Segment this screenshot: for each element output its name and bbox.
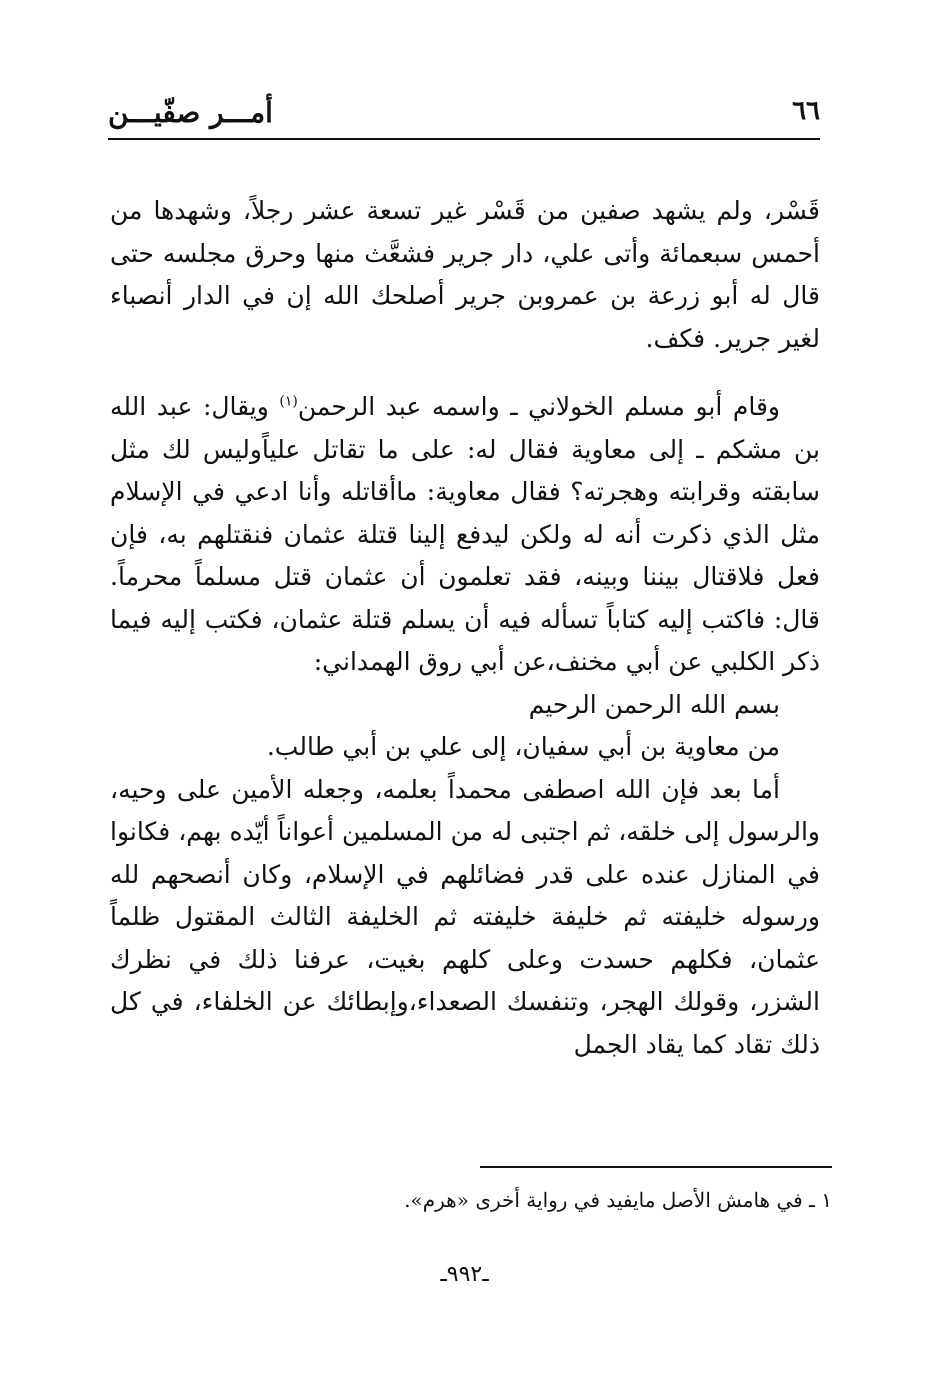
paragraph-2-rest: ويقال: عبد الله بن مشكم ـ إلى معاوية فقال له: على ما تقاتل علياًوليس لك مثل سابقته وقرابته وهجرته؟ فقال معاوية: ماأقاتله وأنا ادعي في الإسلام مثل الذي ذكرت أنه له ولكن ليدفع إلينا قتلة عثمان فنقتلهم به، فإن فعل فلاقتال بيننا وبينه، فقد تعلمون أن عثمان قتل مسلماً محرماً. قال: فاكتب إليه كتاباً تسأله فيه أن يسلم قتلة عثمان، فكتب إليه فيما ذكر الكلبي عن أبي مخنف،عن أبي روق الهمداني:	[110, 392, 820, 676]
header-divider	[108, 138, 820, 140]
paragraph-2-start: وقام أبو مسلم الخولاني ـ واسمه عبد الرحمن	[297, 392, 780, 421]
running-header	[108, 92, 820, 142]
header-page-number: ٦٦	[792, 96, 820, 126]
letter-from-line: من معاوية بن أبي سفيان، إلى علي بن أبي طالب.	[266, 732, 780, 761]
footnote: ١ ـ في هامش الأصل مايفيد في رواية أخرى «هرم».	[404, 1188, 832, 1212]
paragraph-2	[110, 386, 820, 684]
basmala: بسم الله الرحمن الرحيم	[528, 689, 780, 719]
page-number: ـ٩٩٢ـ	[440, 1262, 489, 1287]
footnote-reference: (١)	[279, 393, 298, 410]
letter-body: أما بعد فإن الله اصطفى محمداً بعلمه، وجعله الأمين على وحيه، والرسول إلى خلقه، ثم اجتبى له من المسلمين أعواناً أيّده بهم، فكانوا في المنازل عنده على قدر فضائلهم في الإسلام، وكان أنصحهم لله ورسوله خليفته ثم خليفة خليفته ثم الخليفة الثالث المقتول ظلماً عثمان، فكلهم حسدت وعلى كلهم بغيت، عرفنا ذلك في نظرك الشزر، وقولك الهجر، وتنفسك الصعداء،وإبطائك عن الخلفاء، في كل ذلك تقاد كما يقاد الجمل	[110, 774, 820, 1059]
footnote-divider	[480, 1166, 832, 1168]
header-title: أمـــر صفّيـــن	[108, 96, 273, 129]
main-text	[110, 190, 820, 1066]
paragraph-1: قَسْر، ولم يشهد صفين من قَسْر غير تسعة عشر رجلاً، وشهدها من أحمس سبعمائة وأتى علي، دار جرير فشعَّث منها وحرق مجلسه حتى قال له أبو زرعة بن عمروبن جرير أصلحك الله إن في الدار أنصباء لغير جرير. فكف.	[110, 196, 820, 353]
